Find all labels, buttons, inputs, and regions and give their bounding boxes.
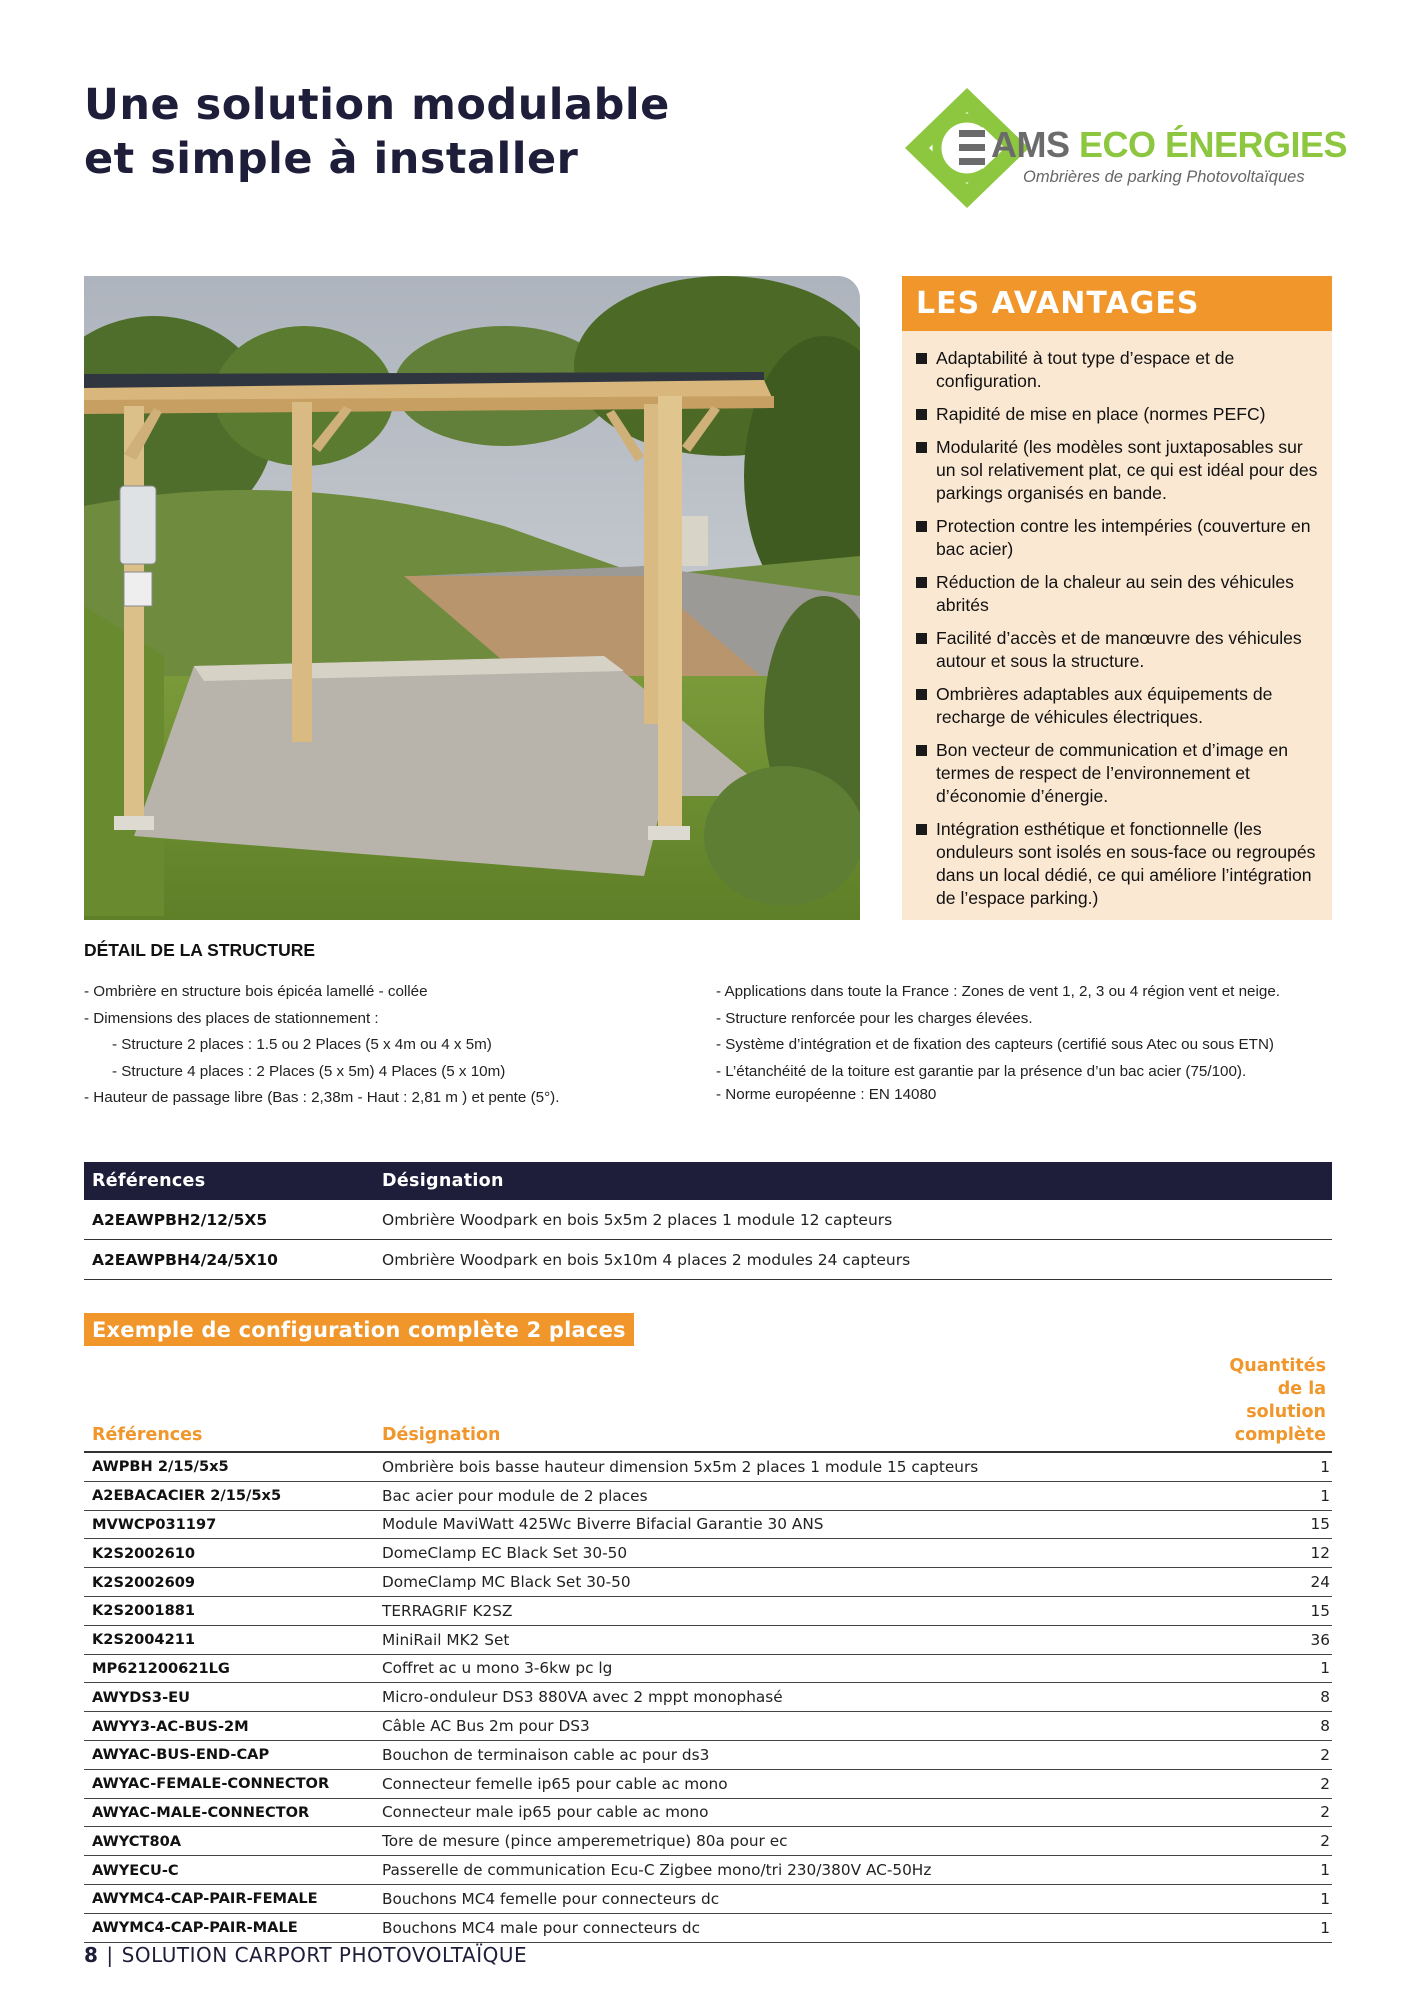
reference-cell: AWYCT80A [84, 1827, 374, 1856]
designation-cell: Bac acier pour module de 2 places [374, 1481, 1202, 1510]
table-row [84, 1712, 1332, 1741]
reference-cell: AWYMC4-CAP-PAIR-MALE [84, 1913, 374, 1942]
table-row [84, 1798, 1332, 1827]
table-row [84, 1596, 1332, 1625]
reference-cell: AWYAC-FEMALE-CONNECTOR [84, 1769, 374, 1798]
reference-cell: K2S2004211 [84, 1625, 374, 1654]
table-row [84, 1200, 1332, 1240]
config-table-body [84, 1452, 1332, 1942]
reference-cell: MVWCP031197 [84, 1510, 374, 1539]
designation-cell: Bouchons MC4 femelle pour connecteurs dc [374, 1884, 1202, 1913]
column-header-quantities [1202, 1355, 1332, 1452]
qty-header-line: de la solution [1246, 1379, 1326, 1422]
quantity-cell: 1 [1202, 1481, 1332, 1510]
reference-cell: AWYECU-C [84, 1856, 374, 1885]
footer-separator: | [106, 1943, 114, 1967]
reference-cell: K2S2002609 [84, 1568, 374, 1597]
table-row [84, 1827, 1332, 1856]
page-title-line-1: Une solution modulable [84, 80, 670, 130]
structure-detail-line: - Structure 2 places : 1.5 ou 2 Places (5 x 4m ou 4 x 5m) [112, 1036, 492, 1053]
table-row [84, 1654, 1332, 1683]
structure-detail-line: - L’étanchéité de la toiture est garantie par la présence d’un bac acier (75/100). [716, 1062, 1247, 1080]
reference-cell: AWYMC4-CAP-PAIR-FEMALE [84, 1884, 374, 1913]
carport-illustration [84, 276, 860, 920]
table-row [84, 1740, 1332, 1769]
reference-cell: K2S2001881 [84, 1596, 374, 1625]
footer-section-title: SOLUTION CARPORT PHOTOVOLTAÏQUE [121, 1943, 528, 1967]
table-row [84, 1510, 1332, 1539]
column-header-references: Références [84, 1355, 374, 1452]
quantity-cell: 1 [1202, 1913, 1332, 1942]
reference-cell: AWYDS3-EU [84, 1683, 374, 1712]
structure-details-left [84, 979, 684, 1112]
designation-cell: MiniRail MK2 Set [374, 1625, 1202, 1654]
quantity-cell: 2 [1202, 1769, 1332, 1798]
designation-cell: Module MaviWatt 425Wc Biverre Bifacial Garantie 30 ANS [374, 1510, 1202, 1539]
structure-detail-line: - Hauteur de passage libre (Bas : 2,38m - Haut : 2,81 m ) et pente (5°). [84, 1089, 560, 1106]
reference-cell: AWPBH 2/15/5x5 [84, 1452, 374, 1481]
quantity-cell: 2 [1202, 1798, 1332, 1827]
quantity-cell: 15 [1202, 1596, 1332, 1625]
advantage-item: Ombrières adaptables aux équipements de recharge de véhicules électriques. [916, 683, 1322, 729]
advantages-list [902, 331, 1332, 910]
table-header-row [84, 1162, 1332, 1200]
carport-photo [84, 276, 860, 920]
logo-wordmark-ams: AMS [991, 124, 1079, 165]
table-row [84, 1452, 1332, 1481]
advantage-item: Rapidité de mise en place (normes PEFC) [916, 403, 1322, 426]
page-title-line-2: et simple à installer [84, 134, 579, 184]
qty-header-line: complète [1234, 1425, 1326, 1445]
structure-detail-line: - Structure 4 places : 2 Places (5 x 5m) 4 Places (5 x 10m) [112, 1062, 506, 1080]
company-logo [905, 86, 1348, 211]
advantage-item: Modularité (les modèles sont juxtaposables sur un sol relativement plat, ce qui est idéal pour des parkings organisés en bande. [916, 436, 1322, 505]
quantity-cell: 36 [1202, 1625, 1332, 1654]
table-header-row [84, 1355, 1332, 1452]
designation-cell: Câble AC Bus 2m pour DS3 [374, 1712, 1202, 1741]
designation-cell: Ombrière Woodpark en bois 5x10m 4 places 2 modules 24 capteurs [374, 1240, 1332, 1280]
table-row [84, 1884, 1332, 1913]
column-header-designation: Désignation [374, 1162, 1332, 1200]
logo-wordmark-eco: ECO ÉNERGIES [1079, 124, 1348, 165]
designation-cell: Bouchons MC4 male pour connecteurs dc [374, 1913, 1202, 1942]
structure-detail-line: - Structure renforcée pour les charges élevées. [716, 1009, 1033, 1027]
structure-detail-line: - Norme européenne : EN 14080 [716, 1085, 937, 1103]
advantage-item: Facilité d’accès et de manœuvre des véhicules autour et sous la structure. [916, 627, 1322, 673]
reference-cell: AWYAC-BUS-END-CAP [84, 1740, 374, 1769]
qty-header-line: Quantités [1229, 1356, 1326, 1376]
table-row [84, 1856, 1332, 1885]
table-row [84, 1481, 1332, 1510]
quantity-cell: 12 [1202, 1539, 1332, 1568]
quantity-cell: 2 [1202, 1740, 1332, 1769]
table-row [84, 1240, 1332, 1280]
quantity-cell: 1 [1202, 1884, 1332, 1913]
designation-cell: Passerelle de communication Ecu-C Zigbee mono/tri 230/380V AC-50Hz [374, 1856, 1202, 1885]
advantages-panel [902, 276, 1332, 920]
table-row [84, 1568, 1332, 1597]
advantage-item: Réduction de la chaleur au sein des véhicules abrités [916, 571, 1322, 617]
quantity-cell: 8 [1202, 1683, 1332, 1712]
column-header-references: Références [84, 1162, 374, 1200]
advantage-item: Adaptabilité à tout type d’espace et de configuration. [916, 347, 1322, 393]
designation-cell: Bouchon de terminaison cable ac pour ds3 [374, 1740, 1202, 1769]
designation-cell: Ombrière Woodpark en bois 5x5m 2 places 1 module 12 capteurs [374, 1200, 1332, 1240]
table-row [84, 1625, 1332, 1654]
designation-cell: Tore de mesure (pince amperemetrique) 80a pour ec [374, 1827, 1202, 1856]
logo-tagline: Ombrières de parking Photovoltaïques [1023, 168, 1305, 186]
reference-cell: K2S2002610 [84, 1539, 374, 1568]
structure-detail-line: - Ombrière en structure bois épicéa lamellé - collée [84, 983, 428, 1000]
structure-detail-line: - Système d’intégration et de fixation des capteurs (certifié sous Atec ou sous ETN) [716, 1036, 1274, 1053]
advantages-heading: LES AVANTAGES [902, 276, 1332, 331]
structure-heading: DÉTAIL DE LA STRUCTURE [84, 940, 316, 960]
quantity-cell: 1 [1202, 1452, 1332, 1481]
advantage-item: Intégration esthétique et fonctionnelle (les onduleurs sont isolés en sous-face ou regroupés dans un local dédié, ce qui améliore l’intégration de l’espace parking.) [916, 818, 1322, 910]
reference-cell: A2EAWPBH4/24/5X10 [84, 1240, 374, 1280]
advantage-item: Protection contre les intempéries (couverture en bac acier) [916, 515, 1322, 561]
designation-cell: DomeClamp EC Black Set 30-50 [374, 1539, 1202, 1568]
structure-details-right [716, 979, 1336, 1108]
config-heading: Exemple de configuration complète 2 places [84, 1313, 634, 1346]
table-row [84, 1769, 1332, 1798]
table-row [84, 1539, 1332, 1568]
page-number: 8 [84, 1943, 99, 1967]
structure-detail-line: - Applications dans toute la France : Zones de vent 1, 2, 3 ou 4 région vent et neige. [716, 983, 1280, 1000]
table-row [84, 1913, 1332, 1942]
reference-cell: AWYY3-AC-BUS-2M [84, 1712, 374, 1741]
designation-cell: Micro-onduleur DS3 880VA avec 2 mppt monophasé [374, 1683, 1202, 1712]
designation-cell: Connecteur femelle ip65 pour cable ac mono [374, 1769, 1202, 1798]
quantity-cell: 8 [1202, 1712, 1332, 1741]
reference-cell: MP621200621LG [84, 1654, 374, 1683]
designation-cell: Connecteur male ip65 pour cable ac mono [374, 1798, 1202, 1827]
designation-cell: Coffret ac u mono 3-6kw pc lg [374, 1654, 1202, 1683]
page-footer [84, 1943, 527, 1967]
config-table [84, 1355, 1332, 1943]
quantity-cell: 1 [1202, 1654, 1332, 1683]
references-table [84, 1162, 1332, 1280]
designation-cell: Ombrière bois basse hauteur dimension 5x5m 2 places 1 module 15 capteurs [374, 1452, 1202, 1481]
table-row [84, 1683, 1332, 1712]
structure-detail-line: - Dimensions des places de stationnement : [84, 1009, 379, 1027]
quantity-cell: 2 [1202, 1827, 1332, 1856]
reference-cell: A2EAWPBH2/12/5X5 [84, 1200, 374, 1240]
reference-cell: AWYAC-MALE-CONNECTOR [84, 1798, 374, 1827]
quantity-cell: 24 [1202, 1568, 1332, 1597]
quantity-cell: 15 [1202, 1510, 1332, 1539]
reference-cell: A2EBACACIER 2/15/5x5 [84, 1481, 374, 1510]
designation-cell: TERRAGRIF K2SZ [374, 1596, 1202, 1625]
logo-wordmark [991, 124, 1347, 166]
quantity-cell: 1 [1202, 1856, 1332, 1885]
page-title [84, 78, 704, 186]
advantage-item: Bon vecteur de communication et d’image en termes de respect de l’environnement et d’économie d’énergie. [916, 739, 1322, 808]
column-header-designation: Désignation [374, 1355, 1202, 1452]
designation-cell: DomeClamp MC Black Set 30-50 [374, 1568, 1202, 1597]
